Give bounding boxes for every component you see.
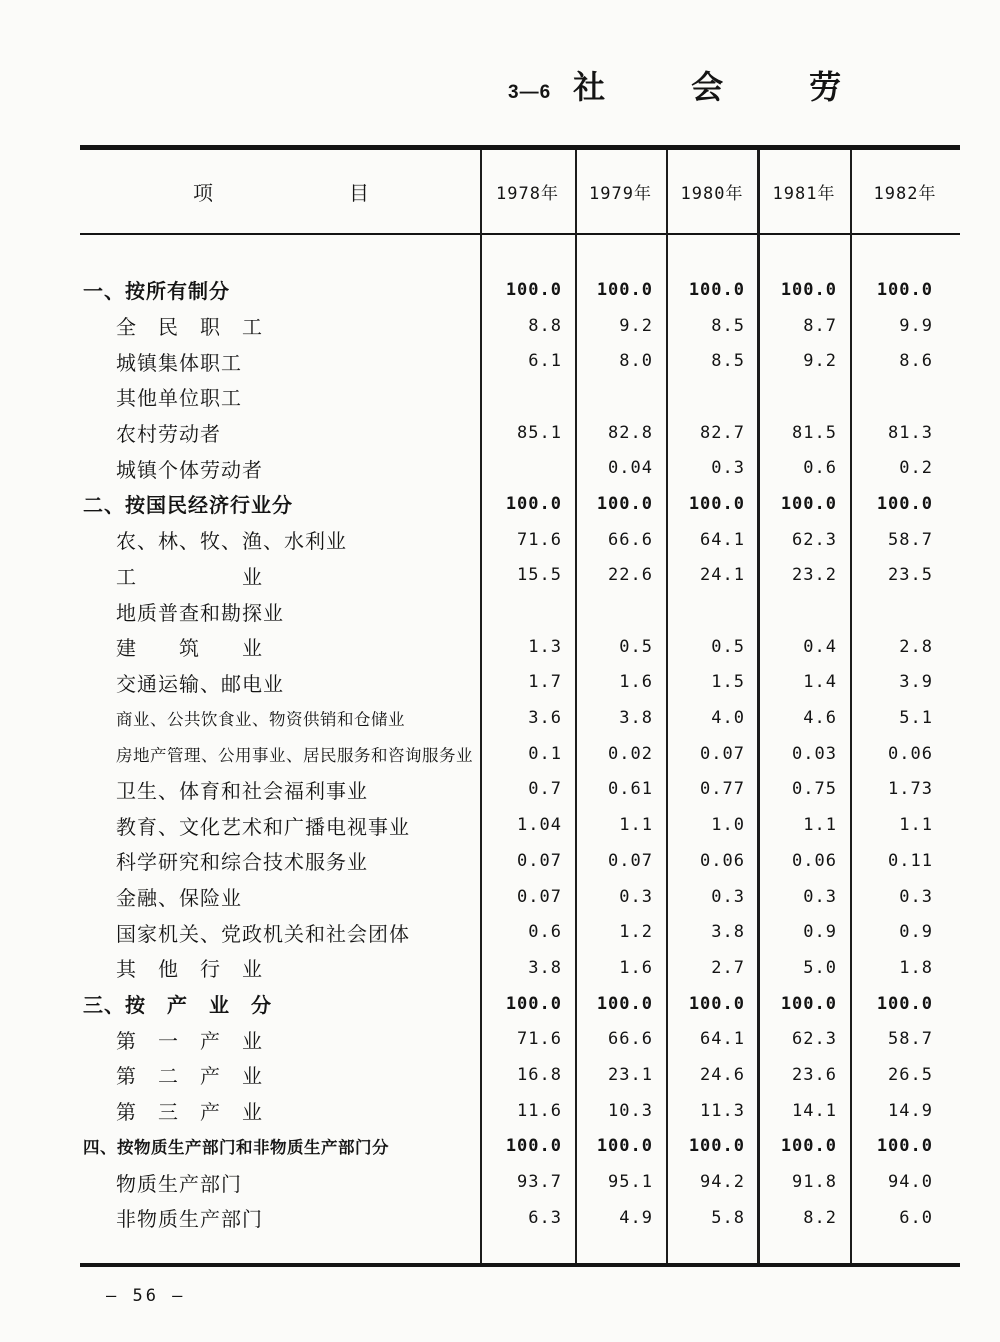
row-value: 82.7 xyxy=(700,422,745,443)
row-value: 58.7 xyxy=(888,529,933,550)
row-value: 1.6 xyxy=(619,672,653,693)
row-value: 71.6 xyxy=(517,529,562,550)
table-row xyxy=(80,1200,960,1236)
row-value: 81.5 xyxy=(792,422,837,443)
row-value: 100.0 xyxy=(688,279,745,300)
row-label: 第 三 产 业 xyxy=(116,1102,263,1125)
column-divider xyxy=(850,150,852,1263)
row-value: 8.0 xyxy=(619,351,653,372)
row-value: 0.03 xyxy=(792,743,837,764)
row-label: 工 业 xyxy=(116,566,263,589)
row-value: 100.0 xyxy=(780,493,837,514)
row-label: 第 二 产 业 xyxy=(116,1066,263,1089)
row-label: 三、按 产 业 分 xyxy=(83,995,272,1018)
row-label: 教育、文化艺术和广播电视事业 xyxy=(116,816,410,839)
row-value: 23.1 xyxy=(608,1064,653,1085)
row-value: 16.8 xyxy=(517,1064,562,1085)
row-value: 3.8 xyxy=(619,708,653,729)
row-value: 1.5 xyxy=(711,672,745,693)
table-row xyxy=(80,665,960,701)
row-value: 5.0 xyxy=(803,957,837,978)
row-label: 城镇个体劳动者 xyxy=(116,459,263,482)
row-value: 91.8 xyxy=(792,1172,837,1193)
table-body xyxy=(80,235,960,1236)
row-value: 10.3 xyxy=(608,1100,653,1121)
row-value: 0.11 xyxy=(888,850,933,871)
row-value: 100.0 xyxy=(505,279,562,300)
row-label: 四、按物质生产部门和非物质生产部门分 xyxy=(83,1139,389,1158)
row-value: 100.0 xyxy=(596,993,653,1014)
row-value: 0.3 xyxy=(899,886,933,907)
row-value: 0.6 xyxy=(528,922,562,943)
row-value: 3.8 xyxy=(711,922,745,943)
row-value: 100.0 xyxy=(876,493,933,514)
row-label: 其他单位职工 xyxy=(116,388,242,411)
row-value: 0.3 xyxy=(803,886,837,907)
row-value: 1.1 xyxy=(803,815,837,836)
row-value: 0.6 xyxy=(803,458,837,479)
row-value: 14.9 xyxy=(888,1100,933,1121)
table-row xyxy=(80,593,960,629)
year-column-header-1980: 1980年 xyxy=(680,184,744,204)
table-row xyxy=(80,736,960,772)
column-divider xyxy=(575,150,577,1263)
row-label: 二、按国民经济行业分 xyxy=(83,495,293,518)
row-value: 1.73 xyxy=(888,779,933,800)
row-label: 物质生产部门 xyxy=(116,1173,242,1196)
table-row xyxy=(80,522,960,558)
row-value: 0.7 xyxy=(528,779,562,800)
row-value: 9.9 xyxy=(899,315,933,336)
row-value: 22.6 xyxy=(608,565,653,586)
row-value: 0.9 xyxy=(899,922,933,943)
year-column-header-1978: 1978年 xyxy=(496,184,559,204)
row-value: 1.6 xyxy=(619,957,653,978)
row-value: 23.6 xyxy=(792,1064,837,1085)
table-title-text: 社会劳 xyxy=(573,69,928,105)
row-label: 房地产管理、公用事业、居民服务和咨询服务业 xyxy=(116,746,473,765)
table-row xyxy=(80,1093,960,1129)
row-value: 6.0 xyxy=(899,1207,933,1228)
row-label: 科学研究和综合技术服务业 xyxy=(116,852,368,875)
table-row xyxy=(80,843,960,879)
row-label: 地质普查和勘探业 xyxy=(116,602,284,625)
row-value: 100.0 xyxy=(876,993,933,1014)
row-value: 4.9 xyxy=(619,1207,653,1228)
row-value: 0.3 xyxy=(711,886,745,907)
row-label: 全 民 职 工 xyxy=(116,317,263,340)
row-value: 5.1 xyxy=(899,708,933,729)
table-row xyxy=(80,272,960,308)
row-label: 其 他 行 业 xyxy=(116,959,263,982)
row-value: 100.0 xyxy=(688,993,745,1014)
row-value: 1.4 xyxy=(803,672,837,693)
row-label: 金融、保险业 xyxy=(116,888,242,911)
item-header-char: 目 xyxy=(349,183,371,205)
row-value: 6.1 xyxy=(528,351,562,372)
row-value: 8.7 xyxy=(803,315,837,336)
row-value: 4.6 xyxy=(803,708,837,729)
table-row xyxy=(80,1164,960,1200)
row-value: 11.3 xyxy=(700,1100,745,1121)
table-row xyxy=(80,950,960,986)
row-value: 66.6 xyxy=(608,1029,653,1050)
row-value: 9.2 xyxy=(803,351,837,372)
row-value: 3.6 xyxy=(528,708,562,729)
row-value: 1.0 xyxy=(711,815,745,836)
row-value: 1.1 xyxy=(899,815,933,836)
table-row xyxy=(80,486,960,522)
row-value: 1.7 xyxy=(528,672,562,693)
row-value: 0.06 xyxy=(700,850,745,871)
row-value: 100.0 xyxy=(505,1136,562,1157)
stat-table xyxy=(80,145,960,1267)
row-value: 1.2 xyxy=(619,922,653,943)
row-label: 建 筑 业 xyxy=(116,638,263,661)
table-row xyxy=(80,1057,960,1093)
row-value: 26.5 xyxy=(888,1064,933,1085)
row-value: 5.8 xyxy=(711,1207,745,1228)
row-value: 0.06 xyxy=(792,850,837,871)
row-value: 0.61 xyxy=(608,779,653,800)
table-row xyxy=(80,879,960,915)
row-value: 100.0 xyxy=(688,1136,745,1157)
table-row xyxy=(80,772,960,808)
column-divider xyxy=(480,150,482,1263)
table-row xyxy=(80,807,960,843)
row-value: 62.3 xyxy=(792,529,837,550)
year-column-header-1982: 1982年 xyxy=(873,184,937,204)
row-value: 62.3 xyxy=(792,1029,837,1050)
table-row xyxy=(80,700,960,736)
table-row xyxy=(80,450,960,486)
row-value: 71.6 xyxy=(517,1029,562,1050)
row-value: 24.6 xyxy=(700,1064,745,1085)
item-column-header xyxy=(80,177,480,206)
row-value: 0.5 xyxy=(711,636,745,657)
row-value: 1.1 xyxy=(619,815,653,836)
row-value: 100.0 xyxy=(688,493,745,514)
row-value: 0.06 xyxy=(888,743,933,764)
row-value: 100.0 xyxy=(876,279,933,300)
row-value: 0.3 xyxy=(619,886,653,907)
row-value: 23.5 xyxy=(888,565,933,586)
row-value: 8.5 xyxy=(711,315,745,336)
row-label: 城镇集体职工 xyxy=(116,352,242,375)
row-label: 商业、公共饮食业、物资供销和仓储业 xyxy=(116,711,405,730)
row-value: 100.0 xyxy=(596,493,653,514)
page-number: — 56 — xyxy=(106,1286,186,1306)
row-value: 4.0 xyxy=(711,708,745,729)
table-row xyxy=(80,343,960,379)
row-value: 100.0 xyxy=(780,1136,837,1157)
row-value: 23.2 xyxy=(792,565,837,586)
row-label: 一、按所有制分 xyxy=(83,281,230,304)
row-label: 交通运输、邮电业 xyxy=(116,673,284,696)
row-value: 93.7 xyxy=(517,1172,562,1193)
row-value: 0.5 xyxy=(619,636,653,657)
row-value: 0.07 xyxy=(517,886,562,907)
row-label: 农村劳动者 xyxy=(116,424,221,447)
row-value: 24.1 xyxy=(700,565,745,586)
row-label: 第 一 产 业 xyxy=(116,1030,263,1053)
table-row xyxy=(80,914,960,950)
row-value: 2.8 xyxy=(899,636,933,657)
table-row xyxy=(80,629,960,665)
table-row xyxy=(80,558,960,594)
table-row xyxy=(80,986,960,1022)
item-header-char: 项 xyxy=(193,183,215,205)
row-value: 58.7 xyxy=(888,1029,933,1050)
row-label: 国家机关、党政机关和社会团体 xyxy=(116,923,410,946)
row-value: 15.5 xyxy=(517,565,562,586)
table-row xyxy=(80,415,960,451)
row-value: 6.3 xyxy=(528,1207,562,1228)
row-value: 85.1 xyxy=(517,422,562,443)
row-value: 95.1 xyxy=(608,1172,653,1193)
row-value: 100.0 xyxy=(596,279,653,300)
row-value: 0.75 xyxy=(792,779,837,800)
row-label: 农、林、牧、渔、水利业 xyxy=(116,531,347,554)
row-value: 3.8 xyxy=(528,957,562,978)
row-value: 8.6 xyxy=(899,351,933,372)
row-value: 100.0 xyxy=(876,1136,933,1157)
column-divider xyxy=(666,150,668,1263)
page-title xyxy=(508,62,927,108)
table-row xyxy=(80,379,960,415)
year-column-header-1979: 1979年 xyxy=(589,184,652,204)
row-label: 卫生、体育和社会福利事业 xyxy=(116,780,368,803)
row-value: 94.0 xyxy=(888,1172,933,1193)
table-row xyxy=(80,1021,960,1057)
table-number: 3—6 xyxy=(508,82,552,103)
row-value: 0.02 xyxy=(608,743,653,764)
row-value: 9.2 xyxy=(619,315,653,336)
row-value: 100.0 xyxy=(505,993,562,1014)
row-value: 0.2 xyxy=(899,458,933,479)
row-value: 64.1 xyxy=(700,529,745,550)
row-value: 0.07 xyxy=(517,850,562,871)
table-row xyxy=(80,1129,960,1165)
row-value: 100.0 xyxy=(780,993,837,1014)
table-header xyxy=(80,150,960,235)
row-value: 8.5 xyxy=(711,351,745,372)
row-value: 1.3 xyxy=(528,636,562,657)
row-value: 2.7 xyxy=(711,957,745,978)
row-value: 1.04 xyxy=(517,815,562,836)
row-value: 0.77 xyxy=(700,779,745,800)
row-value: 0.9 xyxy=(803,922,837,943)
column-divider xyxy=(757,150,760,1263)
row-value: 0.04 xyxy=(608,458,653,479)
row-value: 11.6 xyxy=(517,1100,562,1121)
row-value: 66.6 xyxy=(608,529,653,550)
row-value: 100.0 xyxy=(505,493,562,514)
row-value: 0.3 xyxy=(711,458,745,479)
row-value: 94.2 xyxy=(700,1172,745,1193)
row-value: 100.0 xyxy=(596,1136,653,1157)
year-column-header-1981: 1981年 xyxy=(772,184,836,204)
row-value: 82.8 xyxy=(608,422,653,443)
row-value: 8.8 xyxy=(528,315,562,336)
row-value: 14.1 xyxy=(792,1100,837,1121)
row-value: 1.8 xyxy=(899,957,933,978)
row-value: 3.9 xyxy=(899,672,933,693)
row-value: 0.07 xyxy=(700,743,745,764)
row-label: 非物质生产部门 xyxy=(116,1209,263,1232)
table-row xyxy=(80,308,960,344)
row-value: 0.1 xyxy=(528,743,562,764)
row-value: 64.1 xyxy=(700,1029,745,1050)
row-value: 81.3 xyxy=(888,422,933,443)
row-value: 0.07 xyxy=(608,850,653,871)
row-value: 0.4 xyxy=(803,636,837,657)
row-value: 100.0 xyxy=(780,279,837,300)
row-value: 8.2 xyxy=(803,1207,837,1228)
